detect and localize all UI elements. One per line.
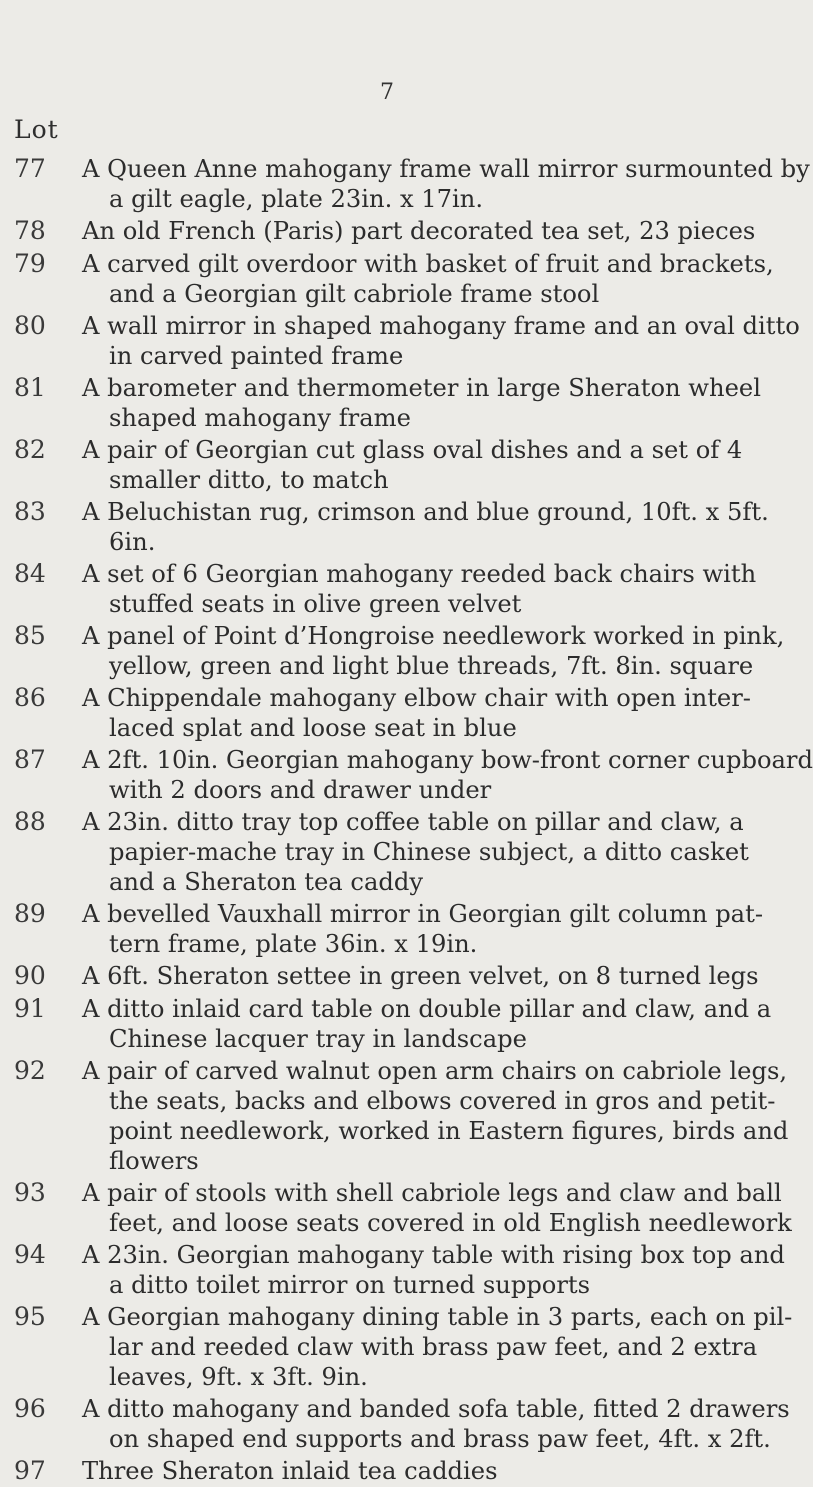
lot-description (82, 495, 772, 557)
lot-entry (0, 1454, 800, 1487)
lot-number: 96 (14, 1394, 46, 1423)
lot-description-line: A Georgian mahogany dining table in 3 parts, each on pil- (82, 1303, 793, 1331)
lot-description-line: a ditto toilet mirror on turned supports (109, 1271, 591, 1299)
lot-description (82, 619, 785, 681)
lot-description-line: A carved gilt overdoor with basket of fruit and brackets, (82, 250, 774, 278)
lot-entry (0, 214, 800, 247)
lot-description (82, 309, 800, 371)
lot-description-line: and a Georgian gilt cabriole frame stool (109, 280, 600, 308)
lot-number: 84 (14, 559, 46, 588)
lot-description-line: A barometer and thermometer in large Sheraton wheel (82, 374, 761, 402)
lot-description (82, 557, 772, 619)
lot-description-line: feet, and loose seats covered in old English needlework (109, 1209, 792, 1237)
lot-description-line: A pair of stools with shell cabriole legs and claw and ball (82, 1179, 782, 1207)
lot-entry (0, 805, 800, 897)
lot-description-line: smaller ditto, to match (109, 466, 389, 494)
lot-number: 77 (14, 154, 46, 183)
lot-description-line: A ditto mahogany and banded sofa table, fitted 2 drawers (82, 1395, 790, 1423)
lot-number: 78 (14, 216, 46, 245)
lot-number: 88 (14, 807, 46, 836)
lot-description-line: laced splat and loose seat in blue (109, 714, 517, 742)
lot-number: 81 (14, 373, 46, 402)
lot-description-line: A pair of Georgian cut glass oval dishes and a set of 4 (82, 436, 743, 464)
lot-description-line: lar and reeded claw with brass paw feet, and 2 extra (109, 1333, 758, 1361)
lot-number: 82 (14, 435, 46, 464)
lot-entry (0, 495, 800, 557)
lot-description (82, 1054, 789, 1176)
lot-description (82, 1238, 785, 1300)
lot-description-line: papier-mache tray in Chinese subject, a ditto casket (109, 838, 749, 866)
lot-entry (0, 1392, 800, 1454)
lot-entry (0, 371, 800, 433)
lot-number: 91 (14, 994, 46, 1023)
lot-description (82, 1392, 790, 1454)
lot-description-line: A bevelled Vauxhall mirror in Georgian gilt column pat- (82, 900, 763, 928)
lot-description (82, 433, 772, 495)
lot-description (82, 1454, 772, 1486)
lot-description-line: A panel of Point d’Hongroise needlework worked in pink, (82, 622, 785, 650)
lot-description-line: the seats, backs and elbows covered in gros and petit- (109, 1087, 776, 1115)
lot-entry (0, 557, 800, 619)
lot-entry (0, 309, 800, 371)
lot-description-line: A set of 6 Georgian mahogany reeded back chairs with (82, 560, 757, 588)
lot-description (82, 959, 772, 991)
lot-description-line: A 23in. ditto tray top coffee table on pillar and claw, a (82, 808, 744, 836)
lot-description-line: a gilt eagle, plate 23in. x 17in. (109, 185, 484, 213)
lot-entry (0, 897, 800, 959)
lot-number: 93 (14, 1178, 46, 1207)
lot-description-line: tern frame, plate 36in. x 19in. (109, 930, 478, 958)
lot-entry (0, 681, 800, 743)
lot-description-line: A 2ft. 10in. Georgian mahogany bow-front corner cupboard (82, 746, 813, 774)
lot-description-line: on shaped end supports and brass paw feet, 4ft. x 2ft. (109, 1425, 771, 1453)
lot-description-line: shaped mahogany frame (109, 404, 411, 432)
lot-description-line: and a Sheraton tea caddy (109, 868, 424, 896)
lot-description (82, 371, 772, 433)
lot-description (82, 897, 772, 959)
lot-entry (0, 959, 800, 992)
lot-number: 87 (14, 745, 46, 774)
lot-entry (0, 1238, 800, 1300)
lot-entry (0, 743, 813, 805)
lot-description-line: 6in. (109, 528, 156, 556)
lot-number: 89 (14, 899, 46, 928)
lot-number: 80 (14, 311, 46, 340)
lot-list (0, 152, 813, 1487)
lot-description (82, 1176, 792, 1238)
lot-description-line: flowers (109, 1147, 199, 1175)
lot-entry (0, 433, 800, 495)
lot-description-line: A pair of carved walnut open arm chairs on cabriole legs, (82, 1057, 788, 1085)
lot-description (82, 743, 813, 805)
lot-description (82, 992, 772, 1054)
lot-entry (0, 247, 800, 309)
lot-number: 83 (14, 497, 46, 526)
lot-entry (0, 152, 810, 214)
lot-entry (0, 1054, 800, 1176)
lot-description-line: Three Sheraton inlaid tea caddies (82, 1457, 498, 1485)
lot-description-line: A Beluchistan rug, crimson and blue ground, 10ft. x 5ft. (82, 498, 769, 526)
lot-description-line: A Queen Anne mahogany frame wall mirror surmounted by (82, 155, 810, 183)
lot-number: 94 (14, 1240, 46, 1269)
lot-entry (0, 1176, 800, 1238)
lot-description-line: stuffed seats in olive green velvet (109, 590, 522, 618)
lot-description (82, 152, 810, 214)
lot-description-line: Chinese lacquer tray in landscape (109, 1025, 527, 1053)
lot-number: 95 (14, 1302, 46, 1331)
page-number: 7 (380, 80, 394, 105)
lot-description-line: yellow, green and light blue threads, 7ft. 8in. square (109, 652, 754, 680)
lot-entry (0, 619, 800, 681)
lot-description-line: An old French (Paris) part decorated tea set, 23 pieces (82, 217, 756, 245)
lot-description-line: A wall mirror in shaped mahogany frame and an oval ditto (82, 312, 800, 340)
lot-number: 92 (14, 1056, 46, 1085)
lot-description-line: point needlework, worked in Eastern figures, birds and (109, 1117, 789, 1145)
lot-description (82, 805, 772, 897)
lot-number: 79 (14, 249, 46, 278)
lot-description-line: leaves, 9ft. x 3ft. 9in. (109, 1363, 368, 1391)
lot-description (82, 214, 772, 246)
lot-description (82, 681, 772, 743)
lot-description-line: A 6ft. Sheraton settee in green velvet, on 8 turned legs (82, 962, 759, 990)
lot-number: 90 (14, 961, 46, 990)
lot-entry (0, 992, 800, 1054)
lot-description (82, 1300, 793, 1392)
lot-column-heading: Lot (14, 115, 59, 144)
lot-description-line: in carved painted frame (109, 342, 404, 370)
lot-description-line: with 2 doors and drawer under (109, 776, 492, 804)
lot-entry (0, 1300, 800, 1392)
lot-number: 97 (14, 1456, 46, 1485)
lot-number: 85 (14, 621, 46, 650)
lot-description (82, 247, 772, 309)
lot-description-line: A ditto inlaid card table on double pillar and claw, and a (82, 995, 772, 1023)
lot-description-line: A 23in. Georgian mahogany table with rising box top and (82, 1241, 785, 1269)
lot-number: 86 (14, 683, 46, 712)
lot-description-line: A Chippendale mahogany elbow chair with open inter- (82, 684, 751, 712)
